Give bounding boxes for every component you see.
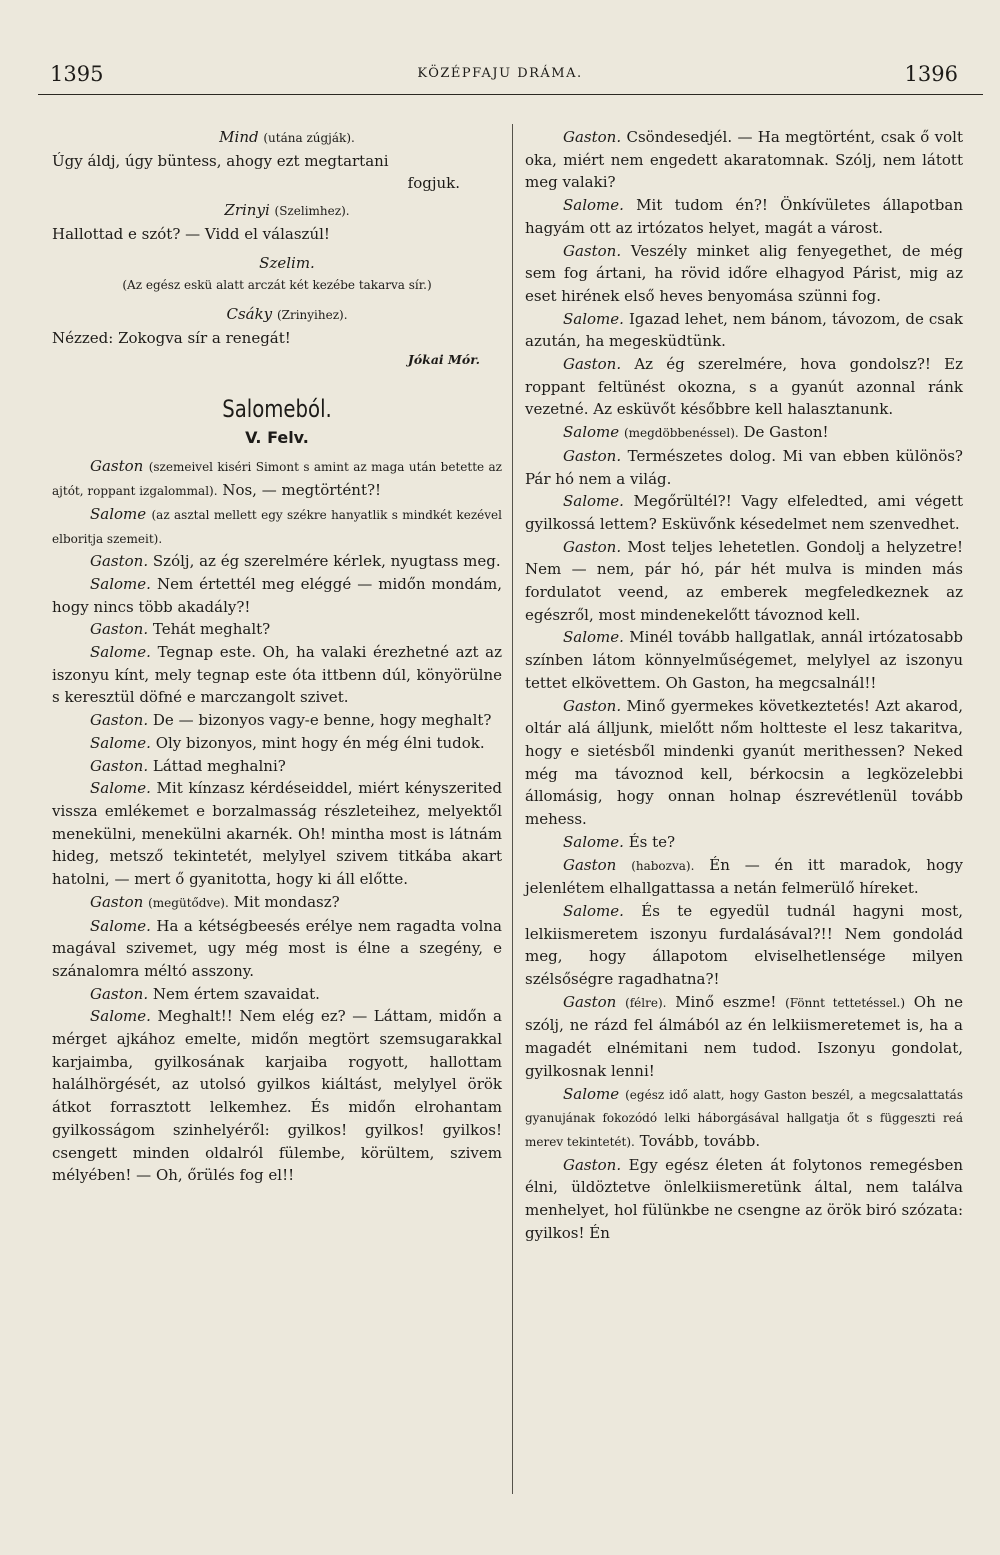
left-column [52,126,502,1187]
dialogue-line: Gaston. Veszély minket alig fenyegethet, de még sem fog ártani, ha rövid időre elhagyod Párist, mig az eset hirének első heves benyomása szünni fog. [525,241,963,305]
dialogue-line: Salome. Oly bizonyos, mint hogy én még élni tudok. [90,733,485,752]
act-heading: V. Felv. [245,427,309,447]
stage-direction: (Az egész eskü alatt arczát két kezébe takarva sír.) [122,278,432,293]
verse-line: fogjuk. [407,174,460,193]
dialogue-line: Salome (az asztal mellett egy székre hanyatlik s mindkét kezével elboritja szemeit). [52,504,502,546]
verse-line: Hallottad e szót? — Vidd el válaszúl! [52,224,330,243]
dialogue-line: Salome. Minél tovább hallgatlak, annál irtózatosabb színben látom könnyelműségemet, melylyel az iszonyu tettet elkövettem. Oh Gaston, ha megcsalnál!! [525,628,963,692]
dialogue-line: Gaston. Láttad meghalni? [90,756,286,775]
section-title: Salomeból. [222,395,332,424]
dialogue-line: Gaston. Nem értem szavaidat. [90,984,320,1003]
dialogue-line: Gaston. Csöndesedjél. — Ha megtörtént, csak ő volt oka, miért nem engedett akaratomnak. Szólj, nem látott meg valaki? [525,128,963,192]
right-column [525,126,963,1244]
dialogue-line: Gaston. De — bizonyos vagy-e benne, hogy meghalt? [90,711,492,730]
page-number-right: 1396 [904,62,958,86]
dialogue-line: Salome (egész idő alatt, hogy Gaston beszél, a megcsalattatás gyanujának fokozódó lelki háborgásával hallgatja őt s függeszti reá merev tekintetét). Tovább, tovább. [525,1084,963,1150]
dialogue-line: Salome. Mit tudom én?! Önkívületes állapotban hagyám ott az irtózatos helyet, magát a várost. [525,196,963,237]
dialogue-line: Gaston. Egy egész életen át folytonos remegésben élni, üldöztetve önlelkiismeretünk által, nem találva menhelyet, hol fülünkbe ne csengne az örök biró szózata: gyilkos! Én [525,1155,963,1242]
author-signature: Jókai Mór. [407,352,480,368]
dialogue-line: Salome. Mit kínzasz kérdéseiddel, miért kényszerited vissza emlékemet e borzalmasság részleteihez, melyektől menekülni, menekülni akarnék. Oh! mintha most is látnám hideg, metsző tekintetét, melylyel szivem titkába akart hatolni, — mert ő gyanitotta, hogy ki áll előtte. [52,779,502,889]
speaker-line: Mind (utána zúgják). [219,128,355,146]
dialogue-line: Gaston. Szólj, az ég szerelmére kérlek, nyugtass meg. [90,552,501,571]
verse-line: Úgy áldj, úgy büntess, ahogy ezt megtartani [52,151,389,170]
speaker-line: Szelim. [259,253,315,272]
dialogue-line: Gaston (szemeivel kiséri Simont s amint az maga után betette az ajtót, roppant izgalommal). Nos, — megtörtént?! [52,457,502,500]
dialogue-line: Salome. Meghalt!! Nem elég ez? — Láttam, midőn a mérget ajkához emelte, midőn megtört szemsugarakkal karjaimba, gyilkosának karjaiba rogyott, hallottam halálhörgését, az utolsó gyilkos kiáltást, melylyel örök átkot forrasztott lelkemhez. És midőn elrohantam gyilkosságom szinhelyéről: gyilkos! gyilkos! gyilkos! csengett minden oldalról fülembe, körültem, szivem mélyében! — Oh, őrülés fog el!! [52,1007,502,1185]
dialogue-line: Salome. Megőrültél?! Vagy elfeledted, ami végett gyilkossá lettem? Esküvőnk késedelmet nem szenvedhet. [525,492,963,533]
dialogue-line: Salome. Igazad lehet, nem bánom, távozom, de csak azután, ha megesküdtünk. [525,309,963,351]
column-divider [512,124,513,1494]
dialogue-line: Gaston (félre). Minő eszme! (Fönnt tettetéssel.) Oh ne szólj, ne rázd fel álmából az én lelkiismeretemet is, ha a magadét elnémitani nem tudod. Iszonyu gondolat, gyilkosnak lenni! [525,992,963,1080]
dialogue-line: Gaston (megütődve). Mit mondasz? [90,892,340,911]
dialogue-line: Salome. Nem értettél meg eléggé — midőn mondám, hogy nincs több akadály?! [52,574,502,616]
dialogue-line: Salome (megdöbbenéssel). De Gaston! [563,423,829,442]
speaker-line: Zrinyi (Szelimhez). [224,201,350,220]
dialogue-line: Salome. Ha a kétségbeesés erélye nem ragadta volna magával szivemet, ugy még most is élne a szegény, e szánalomra méltó asszony. [52,916,502,980]
speaker-line: Csáky (Zrinyihez). [226,304,348,323]
verse-line: Nézzed: Zokogva sír a renegát! [52,328,291,347]
header-rule [38,94,983,95]
dialogue-line: Gaston. Tehát meghalt? [90,620,271,639]
page-number-left: 1395 [50,62,104,86]
dialogue-line: Gaston. Most teljes lehetetlen. Gondolj a helyzetre! Nem — nem, pár hó, pár hét mulva is minden más fordulatot veend, az emberek megfeledkeznek az egészről, most mindenekelőtt távoznod kell. [525,537,963,624]
running-title: KÖZÉPFAJU DRÁMA. [417,66,583,81]
dialogue-line: Salome. Tegnap este. Oh, ha valaki érezhetné azt az iszonyu kínt, mely tegnap este óta ittbenn dúl, könyörülne s keresztül döfné e marczangolt szivet. [52,643,502,707]
dialogue-line: Gaston. Az ég szerelmére, hova gondolsz?! Ez roppant feltünést okozna, s a gyanút azonnal ránk vezetné. Az esküvőt későbbre kell halasztanunk. [525,355,963,419]
dialogue-line: Salome. És te? [563,832,676,851]
dialogue-line: Salome. És te egyedül tudnál hagyni most, lelkiismeretem iszonyu furdalásával?!! Nem gondolád meg, hogy állapotom elviselhetlensége milyen szélsőségre ragadhatna?! [525,901,963,989]
dialogue-line: Gaston. Természetes dolog. Mi van ebben különös? Pár hó nem a világ. [525,446,963,488]
dialogue-line: Gaston. Minő gyermekes következtetés! Azt akarod, oltár alá álljunk, mielőtt nőm holtteste el lesz takaritva, hogy e sietésből mindenki gyanút merithessen? Neked még ma távoznod kell, bérkocsin a legközelebbi állomásig, hogy onnan holnap észrevétlenül tovább mehess. [525,696,963,829]
dialogue-line: Gaston (habozva). Én — én itt maradok, hogy jelenlétem elhallgattassa a netán felmerülő híreket. [525,855,963,898]
